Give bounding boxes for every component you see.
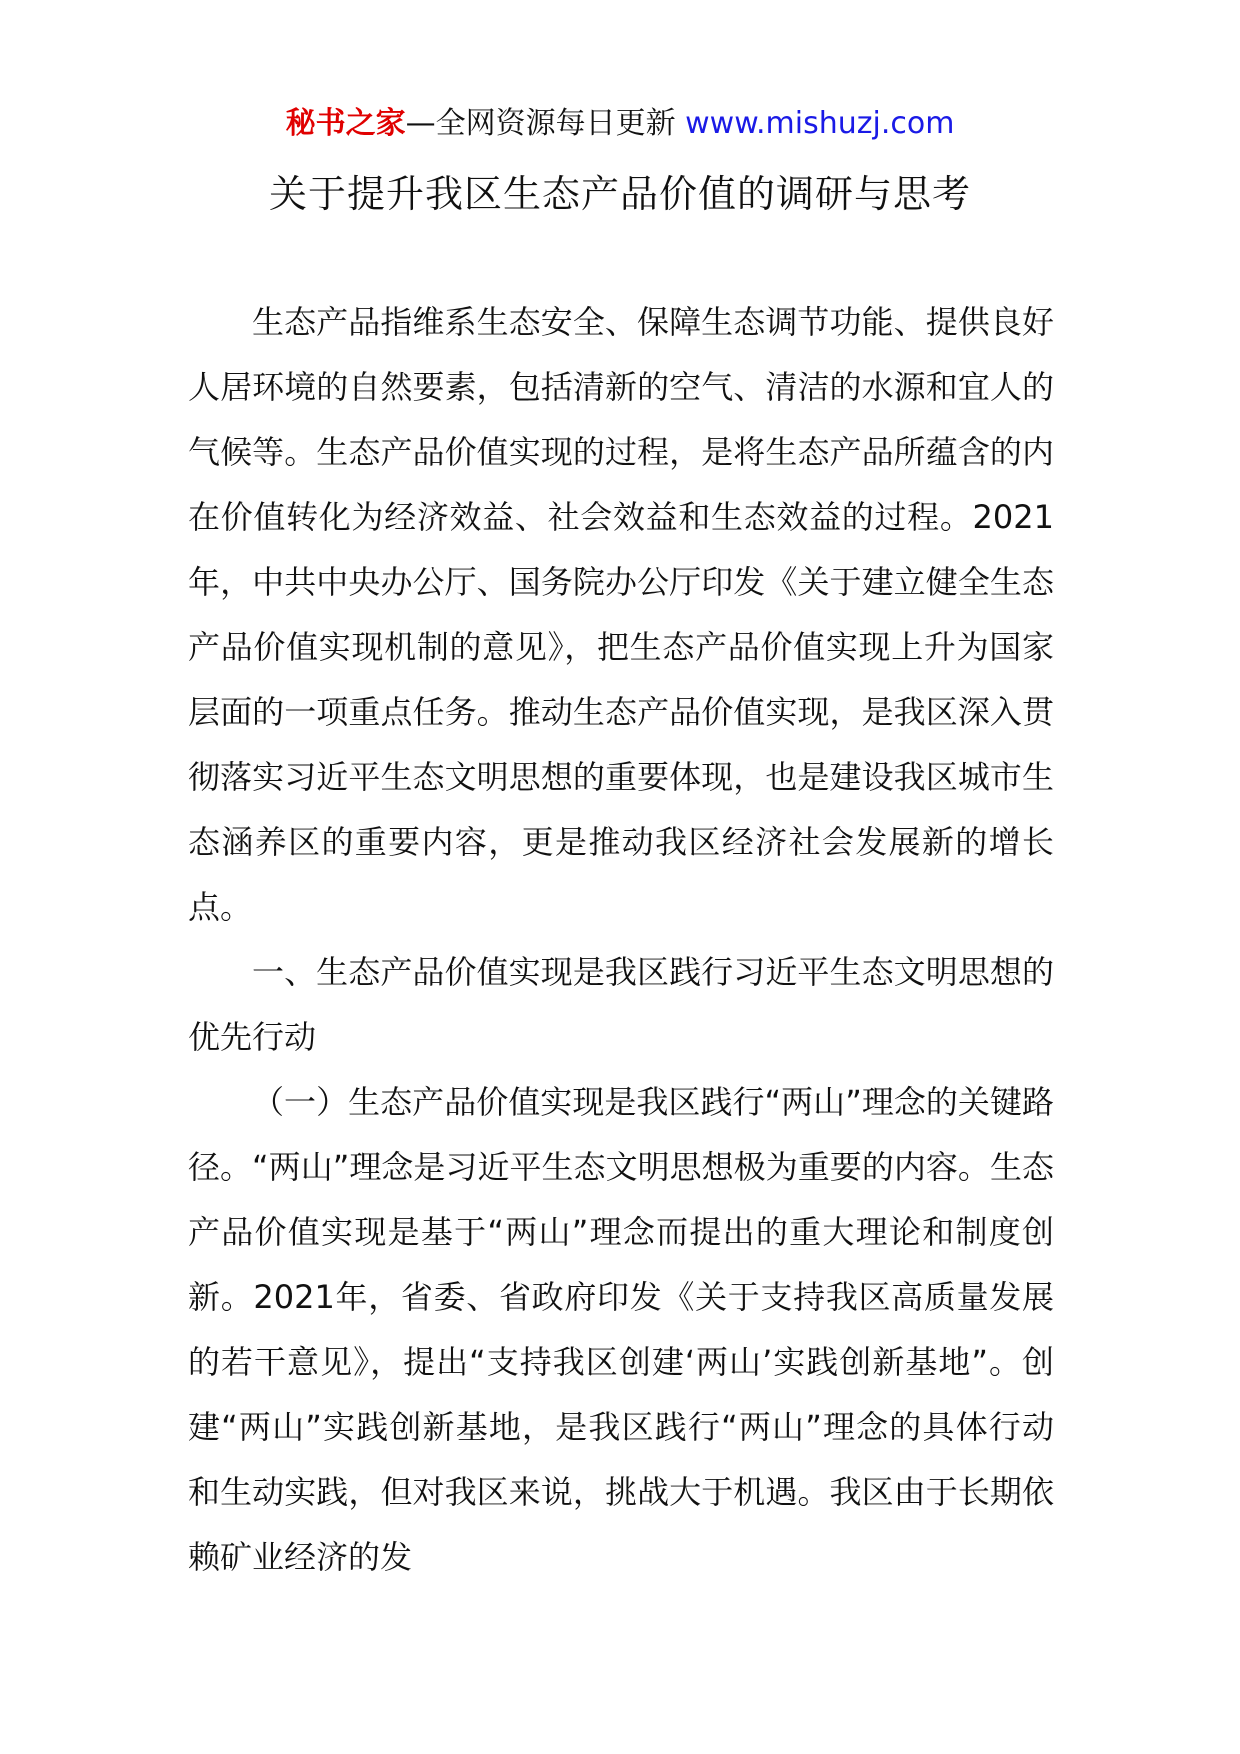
section-heading-1: 一、生态产品价值实现是我区践行习近平生态文明思想的优先行动 [188, 953, 1054, 1056]
site-header [0, 102, 1240, 146]
site-url-link[interactable]: www.mishuzj.com [685, 106, 955, 141]
subsection-paragraph-1: （一）生态产品价值实现是我区践行“两山”理念的关键路径。“两山”理念是习近平生态文明思想极为重要的内容。生态产品价值实现是基于“两山”理念而提出的重大理论和制度创新。2021年，省委、省政府印发《关于支持我区高质量发展的若干意见》，提出“支持我区创建‘两山’实践创新基地”。创建“两山”实践创新基地，是我区践行“两山”理念的具体行动和生动实践，但对我区来说，挑战大于机遇。我区由于长期依赖矿业经济的发 [188, 1083, 1054, 1576]
header-tagline: —全网资源每日更新 [405, 106, 686, 141]
document-body [188, 290, 1054, 1590]
brand-name: 秘书之家 [285, 106, 406, 141]
intro-paragraph: 生态产品指维系生态安全、保障生态调节功能、提供良好人居环境的自然要素，包括清新的空气、清洁的水源和宜人的气候等。生态产品价值实现的过程，是将生态产品所蕴含的内在价值转化为经济效益、社会效益和生态效益的过程。2021年，中共中央办公厅、国务院办公厅印发《关于建立健全生态产品价值实现机制的意见》，把生态产品价值实现上升为国家层面的一项重点任务。推动生态产品价值实现，是我区深入贯彻落实习近平生态文明思想的重要体现，也是建设我区城市生态涵养区的重要内容，更是推动我区经济社会发展新的增长点。 [188, 303, 1054, 926]
document-title: 关于提升我区生态产品价值的调研与思考 [268, 172, 971, 216]
